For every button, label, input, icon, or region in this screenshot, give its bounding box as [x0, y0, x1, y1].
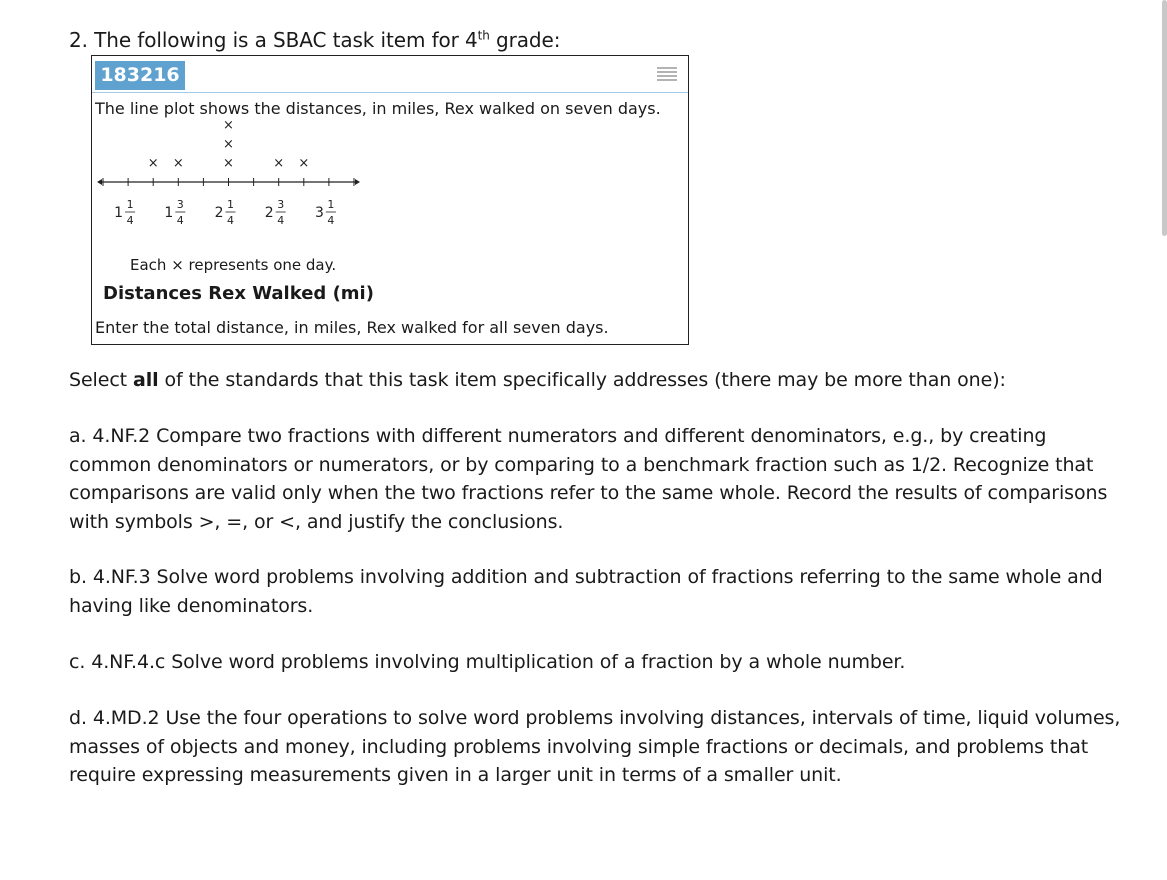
instructions-after: of the standards that this task item specifically addresses (there may be more than one):	[158, 369, 1006, 391]
tick-label-denominator: 4	[176, 214, 184, 227]
left-arrow-icon	[97, 179, 102, 185]
right-arrow-icon	[355, 179, 360, 185]
option-d: d. 4.MD.2 Use the four operations to solve word problems involving distances, intervals of time, liquid volumes, masses of objects and money, including problems involving simple fractions or decimals, and problems that require expressing measurements given in a larger unit in terms of a smaller unit.	[69, 707, 1121, 786]
data-point-x-mark: ×	[298, 156, 310, 171]
plot-title: Distances Rex Walked (mi)	[103, 283, 374, 304]
tick-label-numerator: 3	[176, 198, 184, 211]
data-point-x-mark: ×	[223, 156, 234, 171]
instructions-before: Select	[69, 369, 133, 391]
tick-label-numerator: 3	[277, 198, 285, 211]
option-a: a. 4.NF.2 Compare two fractions with different numerators and different denominators, e.g., by creating common denominators or numerators, or by comparing to a benchmark fraction such as 1/2. Recognize that comparisons are valid only when the two fractions refer to the same whole. Record the results of comparisons with symbols >, =, or <, and justify the conclusions.	[69, 425, 1108, 533]
option-b: b. 4.NF.3 Solve word problems involving addition and subtraction of fractions referring to the same whole and having like denominators.	[69, 566, 1103, 617]
tick-label-whole: 2	[214, 205, 224, 221]
tick-label-denominator: 4	[327, 214, 335, 227]
data-point-x-mark: ×	[172, 156, 184, 171]
question-superscript: th	[477, 28, 490, 43]
tick-label-whole: 3	[314, 205, 324, 221]
tick-label-denominator: 4	[126, 214, 134, 227]
line-plot	[92, 118, 392, 256]
data-point-x-mark: ×	[223, 137, 234, 152]
item-id-badge: 183216	[95, 61, 185, 90]
item-prompt: The line plot shows the distances, in miles, Rex walked on seven days.	[95, 99, 661, 118]
question-suffix: grade:	[489, 28, 561, 52]
scrollbar[interactable]	[1162, 0, 1167, 236]
data-point-x-mark: ×	[147, 156, 159, 171]
data-point-x-mark: ×	[273, 156, 285, 171]
plot-note: Each × represents one day.	[130, 256, 337, 274]
option-c: c. 4.NF.4.c Solve word problems involving multiplication of a fraction by a whole number.	[69, 651, 906, 673]
tick-label-whole: 1	[114, 205, 124, 221]
question-prefix: 2. The following is a SBAC task item for 4	[69, 28, 478, 52]
hamburger-menu-icon[interactable]	[656, 65, 678, 83]
tick-label-denominator: 4	[227, 214, 234, 227]
item-instruction: Enter the total distance, in miles, Rex walked for all seven days.	[95, 318, 609, 337]
data-point-x-mark: ×	[223, 118, 234, 133]
tick-label-denominator: 4	[277, 214, 285, 227]
tick-label-numerator: 1	[327, 198, 335, 211]
question-heading	[69, 26, 560, 54]
task-item-box	[91, 55, 689, 345]
task-item-header	[92, 56, 688, 93]
tick-label-numerator: 1	[227, 198, 234, 211]
instructions-bold: all	[132, 369, 159, 391]
tick-label-whole: 1	[164, 205, 174, 221]
tick-label-numerator: 1	[126, 198, 134, 211]
instructions	[69, 366, 1006, 394]
tick-label-whole: 2	[264, 205, 274, 221]
